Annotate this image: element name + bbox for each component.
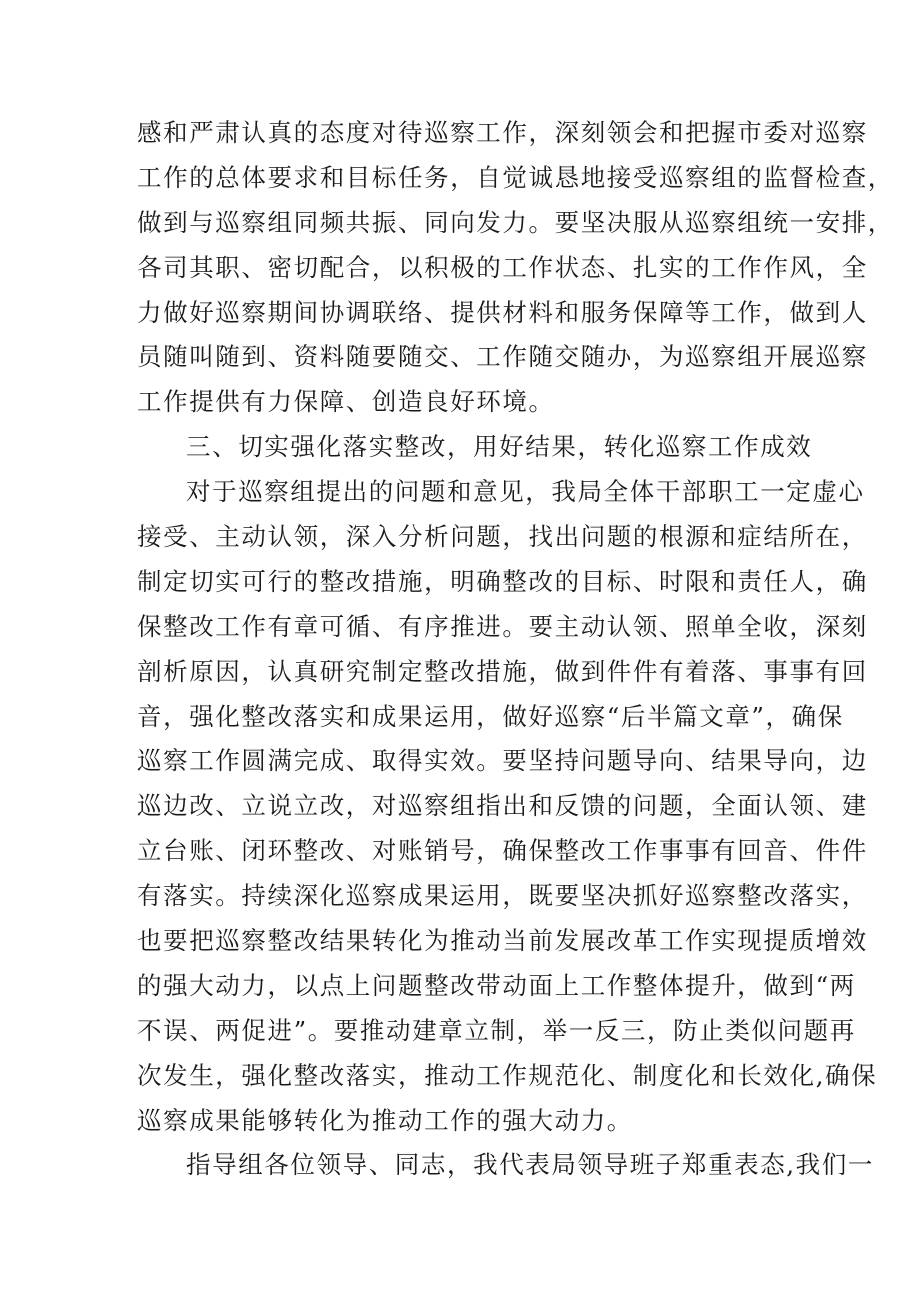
document-body: [137, 111, 894, 1188]
text-line: 指导组各位领导、同志，我代表局领导班子郑重表态,我们一: [186, 1150, 874, 1180]
text-line: 巡察工作圆满完成、取得实效。要坚持问题导向、结果导向，边: [137, 746, 868, 776]
text-line: 保整改工作有章可循、有序推进。要主动认领、照单全收，深刻: [137, 611, 868, 641]
section-heading: 三、切实强化落实整改，用好结果，转化巡察工作成效: [186, 432, 813, 462]
text-line: 各司其职、密切配合，以积极的工作状态、扎实的工作作风，全: [137, 252, 868, 282]
text-line: 的强大动力，以点上问题整改带动面上工作整体提升，做到“两: [137, 970, 856, 1000]
text-line: 有落实。持续深化巡察成果运用，既要坚决抓好巡察整改落实，: [137, 881, 868, 911]
text-line: 巡边改、立说立改，对巡察组指出和反馈的问题，全面认领、建: [137, 791, 868, 821]
text-line: 不误、两促进”。要推动建章立制，举一反三，防止类似问题再: [137, 1015, 856, 1045]
text-line: 制定切实可行的整改措施，明确整改的目标、时限和责任人，确: [137, 566, 868, 596]
text-line: 员随叫随到、资料随要随交、工作随交随办，为巡察组开展巡察: [137, 342, 868, 372]
text-line: 次发生，强化整改落实，推动工作规范化、制度化和长效化,确保: [137, 1060, 878, 1090]
text-line: 工作的总体要求和目标任务，自觉诚恳地接受巡察组的监督检查，: [137, 162, 894, 192]
text-line: 剖析原因，认真研究制定整改措施，做到件件有着落、事事有回: [137, 656, 868, 686]
text-line: 感和严肃认真的态度对待巡察工作，深刻领会和把握市委对巡察: [137, 118, 868, 147]
text-line: 力做好巡察期间协调联络、提供材料和服务保障等工作，做到人: [137, 297, 868, 327]
text-line: 对于巡察组提出的问题和意见，我局全体干部职工一定虚心: [186, 477, 865, 507]
text-line: 立台账、闭环整改、对账销号，确保整改工作事事有回音、件件: [137, 836, 868, 866]
text-line: 接受、主动认领，深入分析问题，找出问题的根源和症结所在，: [137, 522, 868, 552]
text-line: 也要把巡察整改结果转化为推动当前发展改革工作实现提质增效: [137, 926, 868, 956]
text-line: 做到与巡察组同频共振、同向发力。要坚决服从巡察组统一安排，: [137, 207, 894, 237]
text-line: 音，强化整改落实和成果运用，做好巡察“后半篇文章”，确保: [137, 701, 844, 731]
text-line: 巡察成果能够转化为推动工作的强大动力。: [137, 1105, 633, 1135]
text-line: 工作提供有力保障、创造良好环境。: [137, 387, 555, 417]
